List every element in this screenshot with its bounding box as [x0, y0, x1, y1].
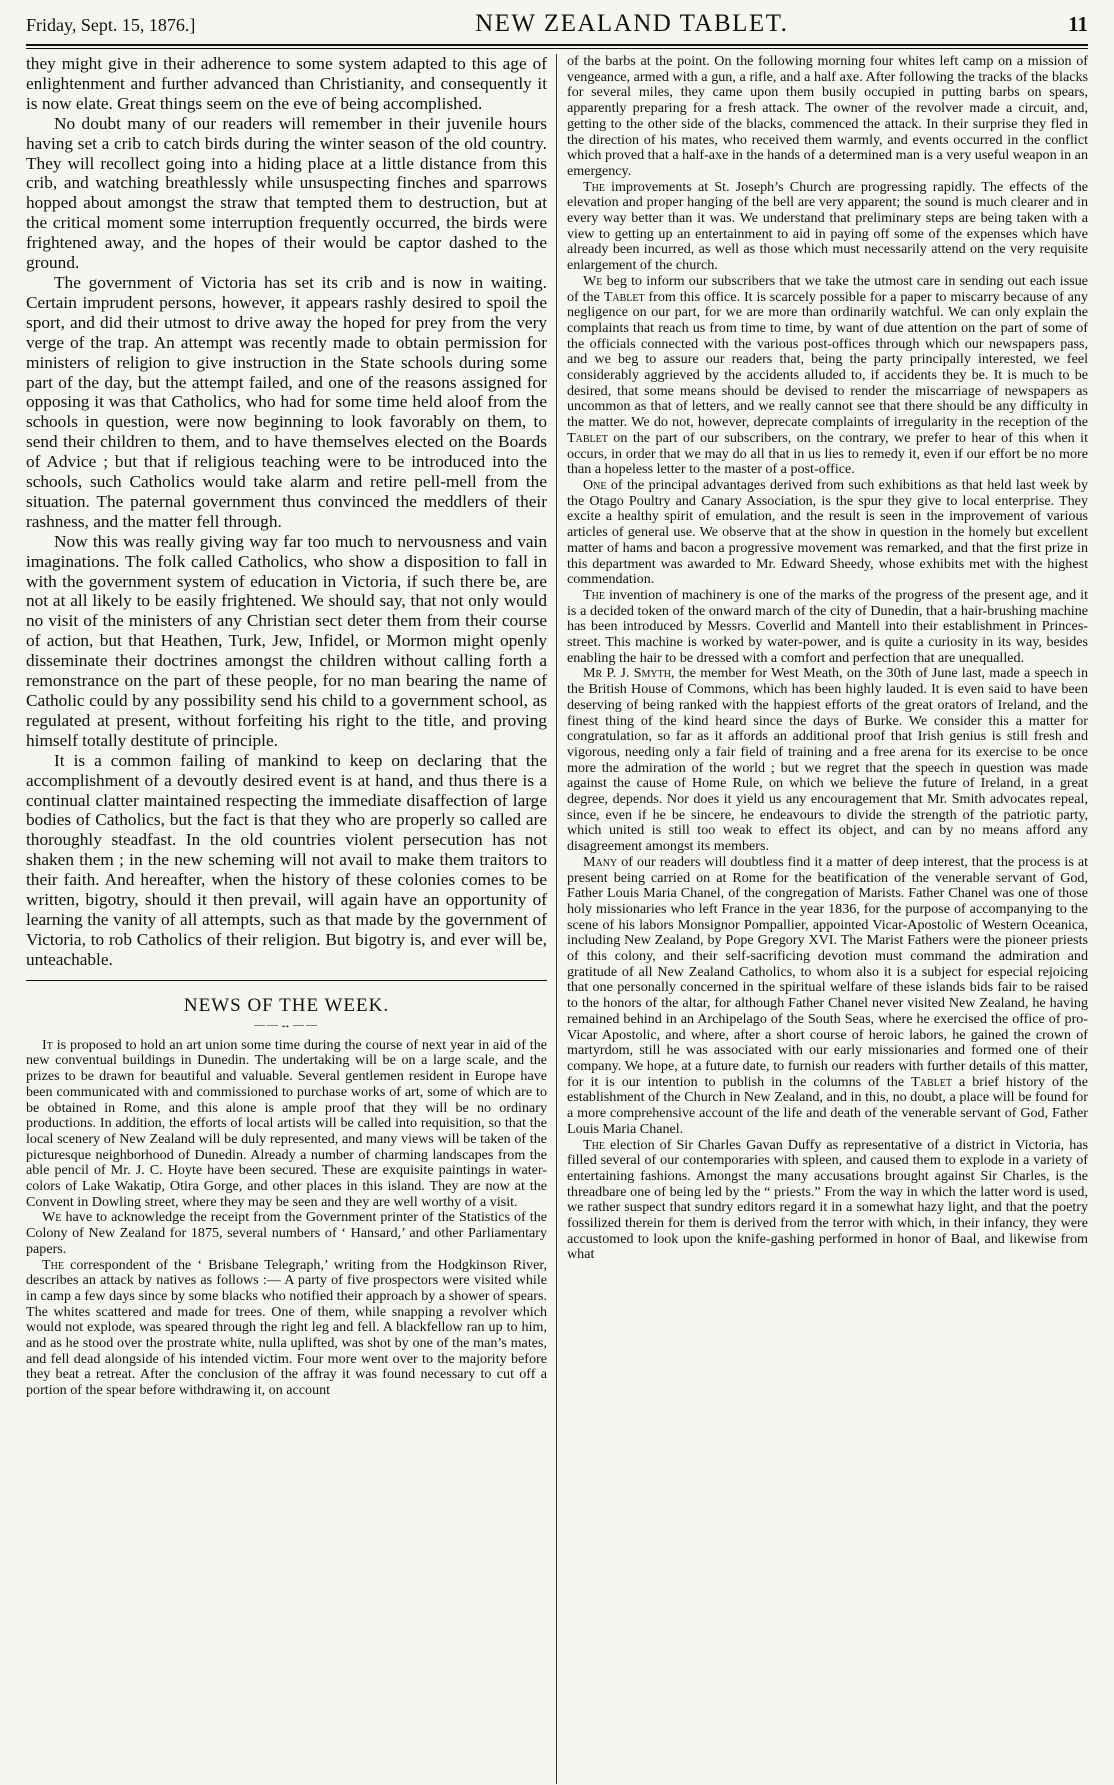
news-text: of the principal advantages derived from such exhibitions as that held last week by the Otago Poultry and Canary Association, is the spur they give to local enterprise. They excite a healthy spirit of emulation, and the result is seen in the improvement of various articles of general use. We observe that at the show in question in the homely but excellent matter of hams and bacon a progressive movement was remarked, and that the first prize in this department was awarded to Mr. Edward Sheedy, whose exhibits met with the highest commendation.	[567, 476, 1088, 588]
section-heading: NEWS OF THE WEEK.	[183, 994, 390, 1016]
lead-word: The	[42, 1256, 64, 1273]
paper-name: Tablet	[567, 429, 608, 446]
page-header	[26, 10, 1088, 44]
news-item	[26, 1258, 547, 1399]
news-item	[567, 1138, 1088, 1264]
article-paragraph: they might give in their adherence to some system adapted to this age of enlightenment and further advanced than Christianity, and consequently it is now elate. Great things seem on the eve of being accomplished.	[26, 54, 547, 113]
news-text: improvements at St. Joseph’s Church are progressing rapidly. The effects of the elevation and proper hanging of the bell are very apparent; the sound is much clearer and in every way better than it was. We understand that preliminary steps are being taken with a view to getting up an entertainment to aid in paying off some of the expenses which have already been incurred, as well as those which must necessarily attend on the very requisite enlargement of the church.	[567, 178, 1088, 274]
issue-date: Friday, Sept. 15, 1876.]	[26, 15, 196, 35]
news-text: the member for West Meath, on the 30th of June last, made a speech in the British House of Commons, which has been highly lauded. It is even said to have been deserving of being ranked with the happiest efforts of the great orators of Ireland, and the finest thing of the kind heard since the days of Burke. We consider this a matter for congratulation, so far as it affords an additional proof that Irish genius is still fresh and vigorous, needing only a fair field of training and a free arena for its exercise to be once more the admiration of the world ; but we regret that the speech in question was made against the cause of Home Rule, on which we believe the future of Ireland, in a great degree, depends. Nor does it yield us any encouragement that Mr. Smith advocates repeal, since, even if he be sincere, he endeavours to divide the strength of the patriotic party, which united is still too weak to effect its object, and can by no means afford any disagreement amongst its members.	[567, 665, 1088, 855]
news-text: from this office. It is scarcely possible for a paper to miscarry because of any negligence on our part, for we are more than ordinarily watchful. We can only explain the complaints that reach us from time to time, by want of due attention on the part of some of the officials connected with the various post-offices through which our newspapers pass, and we beg to assure our readers that, being the party principally interested, we feel considerably aggrieved by the accidents alluded to, if accidents they be. It is much to be desired, that some means should be devised to render the miscarriage of newspapers as uncommon as that of letters, and we really cannot see that there should be any difficulty in the matter. We do not, however, deprecate complaints of irregularity in the reception of the	[567, 288, 1088, 431]
news-text: beg to inform our subscribers that we take the utmost care in sending out each issue of the	[567, 272, 1088, 305]
news-item	[567, 666, 1088, 854]
news-text: election of Sir Charles Gavan Duffy as representative of a district in Victoria, has filled several of our contemporaries with spleen, and caused them to explode in a variety of entertaining fashions. Amongst the many accusations brought against Sir Charles, is the threadbare one of being led by the “ priests.” From the way in which the latter word is used, we rather suspect that sundry editors regard it in a somewhat hazy light, and that the poetry fossilized therein for them is derived from the terror with which, in their infancy, they were accustomed to look upon the knife-gashing performed in honor of Baal, and likewise from what	[567, 1136, 1088, 1263]
column-rule	[547, 54, 567, 1784]
article-paragraph: The government of Victoria has set its crib and is now in waiting. Certain imprudent persons, however, it appears rashly desired to spoil the sport, and did their utmost to drive away the hoped for prey from the very verge of the trap. An attempt was recently made to obtain permission for ministers of religion to give instruction in the State schools during some part of the day, but the attempt failed, and one of the reasons assigned for opposing it was that Catholics, who had for some time held aloof from the schools in question, were now beginning to look favorably on them, to send their children to them, and to have themselves elected on the Boards of Advice ; but that if religious teaching were to be introduced into the schools, such Catholics would take alarm and retire pell-mell from the situation. The paternal government thus convinced the meddlers of their rashness, and the matter fell through.	[26, 272, 547, 531]
paper-name: Tablet	[603, 288, 645, 305]
news-text: correspondent of the ‘ Brisbane Telegraph,’ writing from the Hodgkinson River, describes an attack by natives as follows :— A party of five prospectors were visited while in camp a few days since by some blacks who notified their approach by a shower of spears. The whites scattered and made for trees. One of them, while snapping a revolver which would not explode, was speared through the right leg and fell. A blackfellow ran up to him, and as he stood over the prostrate white, nulla uplifted, was shot by one of the man’s mates, and fell dead alongside of his intended victim. Four more went over to the majority before they beat a retreat. After the conclusion of the affray it was found necessary to cut off a portion of the spear before withdrawing it, on account	[26, 1256, 547, 1399]
lead-word: We	[42, 1209, 62, 1226]
lead-word: The	[583, 586, 605, 603]
lead-word: The	[583, 1136, 605, 1153]
news-text: have to acknowledge the receipt from the Government printer of the Statistics of the Colony of New Zealand for 1875, several numbers of ‘ Hansard,’ and other Parliamentary papers.	[26, 1209, 547, 1257]
news-item	[567, 855, 1088, 1138]
section-divider	[26, 980, 547, 981]
paper-name: Tablet	[911, 1073, 952, 1090]
news-text: on the part of our subscribers, on the contrary, we prefer to hear of this when it occurs, in order that we may do all that in us lies to remedy it, even if our effort be no more than a hopeless letter to the master of a post-office.	[567, 429, 1088, 478]
news-items-left	[26, 1038, 547, 1399]
news-item	[567, 478, 1088, 588]
news-item	[26, 1210, 547, 1257]
page-number: 11	[1068, 12, 1088, 36]
right-column	[567, 54, 1088, 1784]
left-column	[26, 54, 547, 1784]
header-rule	[26, 44, 1088, 49]
article-paragraph: It is a common failing of mankind to keep on declaring that the accomplishment of a devoutly desired event is at hand, and thus there is a continual clatter maintained respecting the immediate disaffection of large bodies of Catholics, but the fact is that they who are properly so called are thoroughly steadfast. In the old countries violent persecution has not shaken them ; in the new scheming will not avail to make them traitors to their faith. And hereafter, when the history of these colonies comes to be written, bigotry, should it then prevail, will again have an opportunity of learning the vanity of all attempts, such as that made by the government of Victoria, to rob Catholics of their religion. But bigotry is, and ever will be, unteachable.	[26, 750, 547, 969]
lead-word: One	[583, 476, 607, 493]
news-item	[567, 180, 1088, 274]
editorial-article	[26, 54, 547, 970]
masthead-title: NEW ZEALAND TABLET.	[475, 10, 789, 37]
news-text: a brief history of the establishment of the Church in New Zealand, and in this, no doubt, a place will be found for a more comprehensive account of the life and death of the venerable servant of God, Father Louis Maria Chanel.	[567, 1073, 1088, 1137]
lead-word: We	[583, 272, 603, 289]
news-text: of our readers will doubtless find it a matter of deep interest, that the process is at present being carried on at Rome for the beatification of the venerable servant of God, Father Louis Maria Chanel, of the congregation of Marists. Father Chanel was one of those holy missionaries who left France in the year 1836, for the purpose of accompanying to the scene of his labors Monsignor Pompallier, appointed Vicar-Apostolic of Western Oceanica, including New Zealand, by Pope Gregory XVI. The Marist Fathers were the pioneer priests of this colony, and their self-sacrificing devotion must command the admiration and gratitude of all New Zealand Catholics, to whom also it is a subject for especial rejoicing that one personally concerned in the spiritual welfare of these islands bids fair to be raised to the honors of the altar, for although Father Chanel never visited New Zealand, he having remained behind in an Archipelago of the South Seas, where he exercised the office of pro-Vicar Apostolic, and where, after a short course of heroic labors, he gained the crown of martyrdom, still he was associated with our early missionaries and formed one of their company. We hope, at a future date, to furnish our readers with further details of this matter, for it is our intention to publish in the columns of the	[567, 853, 1088, 1090]
news-text: invention of machinery is one of the marks of the progress of the present age, and it is a decided token of the onward march of the city of Dunedin, that a hair-brushing machine has been introduced by Messrs. Coverlid and Mantell into their establishment in Princes-street. This machine is worked by water-power, and is quite a curiosity in its way, besides enabling the hair to be dressed with a comfort and perfection that are unequalled.	[567, 586, 1088, 666]
lead-word: It	[42, 1036, 53, 1053]
columns	[26, 54, 1088, 1784]
news-item	[26, 1038, 547, 1211]
article-paragraph: No doubt many of our readers will remember in their juvenile hours having set a crib to catch birds during the winter season of the old country. They will recollect going into a hiding place at a little distance from this crib, and watching breathlessly while unsuspecting finches and sparrows hopped about amongst the straw that tempted them to destruction, but at the critical moment some interruption frequently occurred, the birds were frightened away, and the hopes of their would be captor dashed to the ground.	[26, 113, 547, 273]
article-paragraph: Now this was really giving way far too much to nervousness and vain imaginations. The folk called Catholics, who show a disposition to fall in with the government system of education in Victoria, if such there be, are not at all likely to be easily frightened. We should say, that not only would no visit of the ministers of any Christian sect deter them from their course of action, but that Heathen, Turk, Jew, Infidel, or Mormon might openly disseminate their doctrines amongst the children without calling forth a remonstrance on the part of these people, for no man bearing the name of Catholic could by any possibility send his child to a government school, as regulated at present, without forfeiting his right to the title, and proving himself totally destitute of principle.	[26, 531, 547, 750]
news-text: is proposed to hold an art union some time during the course of next year in aid of the new conventual buildings in Dunedin. The undertaking will be on a large scale, and the prizes to be drawn for beautiful and valuable. Several gentlemen resident in Europe have been communicated with and commissioned to purchase works of art, some of which are to be obtained in Rome, and this alone is ample proof that they will be no ordinary productions. In addition, the efforts of local artists will be called into requisition, so that the local scenery of New Zealand will be duly represented, and many views will be taken of the picturesque neighborhood of Dunedin. Already a number of charming landscapes from the able pencil of Mr. J. C. Hoyte have been secured. These are exquisite paintings in water-colors of Lake Wakatip, Otira Gorge, and other places in this island. They are now at the Convent in Dowling street, where they may be seen and they are well worthy of a visit.	[26, 1036, 547, 1210]
heading-ornament: ——↔——	[254, 1018, 319, 1031]
lead-word: The	[583, 178, 605, 195]
lead-word: Mr P. J. Smyth,	[583, 665, 675, 682]
news-item	[567, 274, 1088, 478]
lead-word: Many	[583, 853, 618, 870]
news-item: of the barbs at the point. On the following morning four whites left camp on a mission of vengeance, armed with a gun, a rifle, and a half axe. After following the tracks of the blacks for several miles, they came upon them busily occupied in putting barbs on spears, apparently preparing for a fresh attack. The owner of the revolver made a circuit, and, getting to the other side of the blacks, commenced the attack. In their surprise they fled in the direction of his mates, who received them warmly, and events occurred in the conflict which proved that a half-axe in the hands of a determined man is a very useful weapon in an emergency.	[567, 54, 1088, 179]
news-item	[567, 588, 1088, 667]
